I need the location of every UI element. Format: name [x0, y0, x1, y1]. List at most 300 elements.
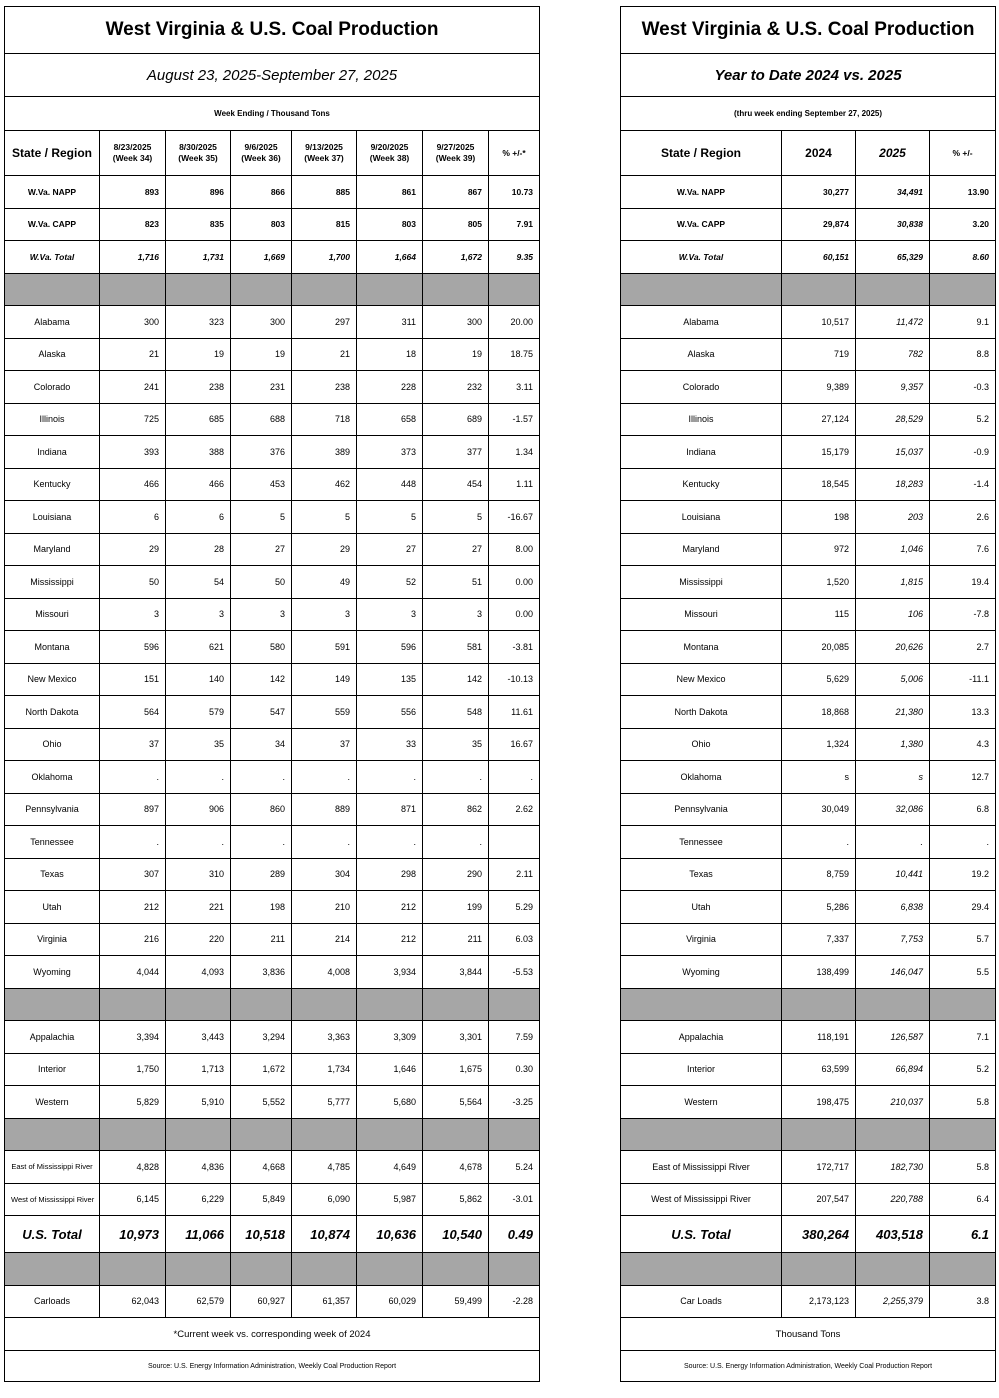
separator-cell — [231, 1118, 292, 1151]
region-name: New Mexico — [621, 663, 782, 696]
pct-change: 0.49 — [489, 1216, 540, 1253]
table-row — [621, 1021, 996, 1054]
weekly-value: 232 — [423, 371, 489, 404]
value-2024: 60,151 — [782, 241, 856, 274]
weekly-value: 5,680 — [357, 1086, 423, 1119]
separator-cell — [166, 1253, 231, 1286]
weekly-value: 37 — [100, 728, 166, 761]
unit-note: (thru week ending September 27, 2025) — [621, 97, 996, 131]
weekly-value: . — [231, 826, 292, 859]
weekly-value: 62,043 — [100, 1285, 166, 1318]
weekly-value: . — [166, 826, 231, 859]
week-date: 8/30/2025 — [179, 142, 217, 152]
region-name: Illinois — [5, 403, 100, 436]
pct-change: -7.8 — [930, 598, 996, 631]
weekly-value: 19 — [423, 338, 489, 371]
region-name: Colorado — [621, 371, 782, 404]
table-row — [5, 858, 540, 891]
table-row — [621, 598, 996, 631]
region-name: Alabama — [621, 306, 782, 339]
weekly-value: 5,910 — [166, 1086, 231, 1119]
pct-change: 7.59 — [489, 1021, 540, 1054]
value-2024: 1,520 — [782, 566, 856, 599]
weekly-value: . — [423, 826, 489, 859]
table-row — [621, 923, 996, 956]
pct-change: 0.00 — [489, 566, 540, 599]
pct-change: -1.4 — [930, 468, 996, 501]
value-2024: 172,717 — [782, 1151, 856, 1184]
table-row — [5, 566, 540, 599]
region-name: Tennessee — [621, 826, 782, 859]
value-2024: 2,173,123 — [782, 1285, 856, 1318]
weekly-value: 198 — [231, 891, 292, 924]
separator-row — [621, 273, 996, 306]
separator-cell — [621, 1253, 782, 1286]
weekly-value: 5,777 — [292, 1086, 357, 1119]
weekly-value: 3,301 — [423, 1021, 489, 1054]
separator-cell — [930, 1253, 996, 1286]
separator-cell — [423, 1253, 489, 1286]
weekly-value: 34 — [231, 728, 292, 761]
table-row — [621, 306, 996, 339]
column-header-region: State / Region — [621, 131, 782, 176]
weekly-value: 238 — [166, 371, 231, 404]
separator-cell — [489, 988, 540, 1021]
week-date: 9/6/2025 — [244, 142, 278, 152]
pct-change: -0.3 — [930, 371, 996, 404]
weekly-value: 1,713 — [166, 1053, 231, 1086]
weekly-value: 861 — [357, 176, 423, 209]
region-name: Texas — [621, 858, 782, 891]
column-header-pct: % +/-* — [489, 131, 540, 176]
weekly-value: 4,093 — [166, 956, 231, 989]
weekly-value: 803 — [357, 208, 423, 241]
region-name: West of Mississippi River — [621, 1183, 782, 1216]
pct-change: -3.25 — [489, 1086, 540, 1119]
region-name: Louisiana — [621, 501, 782, 534]
footnote: *Current week vs. corresponding week of 2024 — [5, 1318, 540, 1351]
table-row — [621, 403, 996, 436]
separator-row — [5, 1253, 540, 1286]
weekly-value: 685 — [166, 403, 231, 436]
table-row — [5, 436, 540, 469]
table-row — [621, 1183, 996, 1216]
weekly-value: 310 — [166, 858, 231, 891]
table-row — [5, 663, 540, 696]
column-header-2025: 2025 — [856, 131, 930, 176]
region-name: Alabama — [5, 306, 100, 339]
weekly-value: 10,874 — [292, 1216, 357, 1253]
value-2025: 782 — [856, 338, 930, 371]
region-name: Colorado — [5, 371, 100, 404]
region-name: U.S. Total — [5, 1216, 100, 1253]
value-2025: s — [856, 761, 930, 794]
weekly-value: 210 — [292, 891, 357, 924]
weekly-value: 897 — [100, 793, 166, 826]
separator-row — [5, 1118, 540, 1151]
value-2025: 34,491 — [856, 176, 930, 209]
region-name: Wyoming — [5, 956, 100, 989]
table-row — [621, 631, 996, 664]
weekly-value: . — [357, 826, 423, 859]
pct-change: 2.6 — [930, 501, 996, 534]
separator-cell — [100, 273, 166, 306]
weekly-value: 5 — [231, 501, 292, 534]
separator-row — [621, 988, 996, 1021]
value-2025: 21,380 — [856, 696, 930, 729]
pct-change: 18.75 — [489, 338, 540, 371]
weekly-value: 3 — [231, 598, 292, 631]
week-number: (Week 35) — [178, 153, 218, 163]
footnote-row — [621, 1318, 996, 1351]
table-row — [621, 826, 996, 859]
pct-change: 1.11 — [489, 468, 540, 501]
weekly-value: 596 — [357, 631, 423, 664]
us-total-row — [5, 1216, 540, 1253]
value-2025: 182,730 — [856, 1151, 930, 1184]
weekly-value: . — [292, 826, 357, 859]
weekly-value: 10,540 — [423, 1216, 489, 1253]
value-2025: 65,329 — [856, 241, 930, 274]
weekly-value: 6,229 — [166, 1183, 231, 1216]
ytd-subtitle: Year to Date 2024 vs. 2025 — [621, 54, 996, 97]
pct-change: 0.00 — [489, 598, 540, 631]
region-name: W.Va. CAPP — [621, 208, 782, 241]
weekly-value: 1,675 — [423, 1053, 489, 1086]
weekly-value: 889 — [292, 793, 357, 826]
weekly-value: 1,646 — [357, 1053, 423, 1086]
weekly-value: 6,145 — [100, 1183, 166, 1216]
weekly-value: 1,716 — [100, 241, 166, 274]
week-date: 8/23/2025 — [113, 142, 152, 152]
weekly-value: 29 — [292, 533, 357, 566]
weekly-value: 212 — [100, 891, 166, 924]
region-name: Western — [621, 1086, 782, 1119]
weekly-value: 300 — [100, 306, 166, 339]
pct-change: 0.30 — [489, 1053, 540, 1086]
weekly-value: 4,836 — [166, 1151, 231, 1184]
weekly-value: 3,844 — [423, 956, 489, 989]
weekly-value: 6 — [166, 501, 231, 534]
weekly-value: 60,029 — [357, 1285, 423, 1318]
weekly-value: 393 — [100, 436, 166, 469]
table-row — [5, 826, 540, 859]
region-name: Indiana — [5, 436, 100, 469]
table-row — [5, 631, 540, 664]
weekly-value: 51 — [423, 566, 489, 599]
weekly-value: 3,934 — [357, 956, 423, 989]
column-header-week — [166, 131, 231, 176]
weekly-value: 27 — [357, 533, 423, 566]
region-name: W.Va. NAPP — [5, 176, 100, 209]
week-date: 9/27/2025 — [436, 142, 475, 152]
pct-change: 3.8 — [930, 1285, 996, 1318]
weekly-value: 579 — [166, 696, 231, 729]
weekly-value: 49 — [292, 566, 357, 599]
week-number: (Week 39) — [435, 153, 476, 163]
value-2025: 1,380 — [856, 728, 930, 761]
weekly-value: 1,731 — [166, 241, 231, 274]
source-note: Source: U.S. Energy Information Administration, Weekly Coal Production Report — [5, 1351, 540, 1382]
weekly-value: 815 — [292, 208, 357, 241]
source-note: Source: U.S. Energy Information Administration, Weekly Coal Production Report — [621, 1351, 996, 1382]
table-row — [621, 761, 996, 794]
pct-change: 2.62 — [489, 793, 540, 826]
column-header-2024: 2024 — [782, 131, 856, 176]
table-row — [5, 1151, 540, 1184]
value-2025: 5,006 — [856, 663, 930, 696]
source-row — [5, 1351, 540, 1382]
pct-change: -0.9 — [930, 436, 996, 469]
weekly-value: 725 — [100, 403, 166, 436]
value-2024: 29,874 — [782, 208, 856, 241]
region-name: Utah — [5, 891, 100, 924]
table-row — [5, 728, 540, 761]
weekly-value: . — [166, 761, 231, 794]
separator-cell — [357, 988, 423, 1021]
pct-change: 3.20 — [930, 208, 996, 241]
region-name: Interior — [5, 1053, 100, 1086]
pct-change: 10.73 — [489, 176, 540, 209]
separator-cell — [782, 273, 856, 306]
table-row — [5, 208, 540, 241]
pct-change: 7.1 — [930, 1021, 996, 1054]
separator-cell — [357, 1118, 423, 1151]
weekly-value: 33 — [357, 728, 423, 761]
region-name: Tennessee — [5, 826, 100, 859]
separator-cell — [930, 1118, 996, 1151]
table-row — [5, 338, 540, 371]
region-name: Wyoming — [621, 956, 782, 989]
value-2024: 30,049 — [782, 793, 856, 826]
separator-cell — [856, 273, 930, 306]
column-header-week — [423, 131, 489, 176]
weekly-value: 871 — [357, 793, 423, 826]
weekly-value: 835 — [166, 208, 231, 241]
pct-change: 16.67 — [489, 728, 540, 761]
table-row — [621, 1086, 996, 1119]
separator-cell — [100, 988, 166, 1021]
separator-cell — [489, 1118, 540, 1151]
separator-cell — [489, 1253, 540, 1286]
weekly-value: 221 — [166, 891, 231, 924]
separator-cell — [292, 273, 357, 306]
weekly-value: 300 — [231, 306, 292, 339]
weekly-value: 591 — [292, 631, 357, 664]
value-2025: 210,037 — [856, 1086, 930, 1119]
table-row — [5, 1021, 540, 1054]
weekly-value: 1,700 — [292, 241, 357, 274]
pct-change: 6.8 — [930, 793, 996, 826]
weekly-value: 5,829 — [100, 1086, 166, 1119]
pct-change: 19.2 — [930, 858, 996, 891]
table-row — [621, 371, 996, 404]
value-2025: 32,086 — [856, 793, 930, 826]
weekly-value: 376 — [231, 436, 292, 469]
region-name: Missouri — [5, 598, 100, 631]
pct-change: 7.6 — [930, 533, 996, 566]
weekly-value: 547 — [231, 696, 292, 729]
source-row — [621, 1351, 996, 1382]
table-title: West Virginia & U.S. Coal Production — [5, 7, 540, 54]
region-name: Missouri — [621, 598, 782, 631]
table-row — [5, 176, 540, 209]
weekly-value: 689 — [423, 403, 489, 436]
weekly-value: 304 — [292, 858, 357, 891]
value-2025: . — [856, 826, 930, 859]
weekly-value: 212 — [357, 891, 423, 924]
table-row — [5, 306, 540, 339]
pct-change: 7.91 — [489, 208, 540, 241]
week-number: (Week 34) — [112, 153, 153, 163]
table-row — [5, 761, 540, 794]
value-2024: 30,277 — [782, 176, 856, 209]
separator-cell — [231, 988, 292, 1021]
pct-change: 9.35 — [489, 241, 540, 274]
value-2025: 1,046 — [856, 533, 930, 566]
weekly-value: 388 — [166, 436, 231, 469]
value-2024: 380,264 — [782, 1216, 856, 1253]
weekly-value: 862 — [423, 793, 489, 826]
region-name: W.Va. CAPP — [5, 208, 100, 241]
table-row — [5, 501, 540, 534]
weekly-value: 21 — [100, 338, 166, 371]
weekly-value: 548 — [423, 696, 489, 729]
region-name: West of Mississippi River — [5, 1183, 100, 1216]
separator-cell — [621, 1118, 782, 1151]
weekly-value: 27 — [231, 533, 292, 566]
value-2025: 6,838 — [856, 891, 930, 924]
separator-row — [5, 988, 540, 1021]
weekly-value: 238 — [292, 371, 357, 404]
table-row — [5, 598, 540, 631]
region-name: U.S. Total — [621, 1216, 782, 1253]
us-total-row — [621, 1216, 996, 1253]
weekly-value: 52 — [357, 566, 423, 599]
weekly-value: 3,443 — [166, 1021, 231, 1054]
week-number: (Week 38) — [369, 153, 410, 163]
weekly-value: 149 — [292, 663, 357, 696]
separator-cell — [166, 273, 231, 306]
value-2024: 18,545 — [782, 468, 856, 501]
weekly-value: 300 — [423, 306, 489, 339]
weekly-value: 211 — [423, 923, 489, 956]
column-header-week — [231, 131, 292, 176]
table-row — [5, 403, 540, 436]
value-2024: 198 — [782, 501, 856, 534]
separator-cell — [423, 1118, 489, 1151]
table-row — [5, 956, 540, 989]
pct-change: -2.28 — [489, 1285, 540, 1318]
pct-change: 5.24 — [489, 1151, 540, 1184]
value-2024: 8,759 — [782, 858, 856, 891]
pct-change: . — [489, 761, 540, 794]
region-name: Maryland — [5, 533, 100, 566]
separator-cell — [5, 988, 100, 1021]
weekly-value: 311 — [357, 306, 423, 339]
weekly-value: 373 — [357, 436, 423, 469]
table-row — [5, 891, 540, 924]
weekly-value: 3 — [357, 598, 423, 631]
weekly-value: 10,518 — [231, 1216, 292, 1253]
weekly-value: 718 — [292, 403, 357, 436]
column-header-region: State / Region — [5, 131, 100, 176]
table-row — [5, 696, 540, 729]
value-2025: 66,894 — [856, 1053, 930, 1086]
region-name: Ohio — [5, 728, 100, 761]
weekly-value: 290 — [423, 858, 489, 891]
region-name: Montana — [5, 631, 100, 664]
separator-cell — [292, 1253, 357, 1286]
pct-change: -5.53 — [489, 956, 540, 989]
weekly-value: 3,294 — [231, 1021, 292, 1054]
weekly-value: 5,552 — [231, 1086, 292, 1119]
value-2025: 7,753 — [856, 923, 930, 956]
region-name: New Mexico — [5, 663, 100, 696]
weekly-value: 596 — [100, 631, 166, 664]
weekly-value: . — [423, 761, 489, 794]
weekly-value: 29 — [100, 533, 166, 566]
week-date: 9/20/2025 — [370, 142, 409, 152]
weekly-value: . — [292, 761, 357, 794]
region-name: Montana — [621, 631, 782, 664]
weekly-value: 462 — [292, 468, 357, 501]
weekly-value: 3,394 — [100, 1021, 166, 1054]
region-name: W.Va. NAPP — [621, 176, 782, 209]
table-row — [5, 241, 540, 274]
weekly-value: 559 — [292, 696, 357, 729]
separator-cell — [100, 1253, 166, 1286]
weekly-value: 62,579 — [166, 1285, 231, 1318]
value-2024: 118,191 — [782, 1021, 856, 1054]
weekly-value: 5,987 — [357, 1183, 423, 1216]
weekly-value: 1,734 — [292, 1053, 357, 1086]
weekly-value: 564 — [100, 696, 166, 729]
region-name: Alaska — [621, 338, 782, 371]
pct-change: 12.7 — [930, 761, 996, 794]
separator-cell — [100, 1118, 166, 1151]
value-2024: 5,286 — [782, 891, 856, 924]
value-2025: 403,518 — [856, 1216, 930, 1253]
table-row — [621, 566, 996, 599]
weekly-value: 6,090 — [292, 1183, 357, 1216]
weekly-value: 1,672 — [423, 241, 489, 274]
value-2025: 10,441 — [856, 858, 930, 891]
weekly-value: 297 — [292, 306, 357, 339]
pct-change: 5.2 — [930, 403, 996, 436]
weekly-value: 453 — [231, 468, 292, 501]
separator-cell — [621, 988, 782, 1021]
table-row — [5, 468, 540, 501]
pct-change: -10.13 — [489, 663, 540, 696]
table-row — [621, 176, 996, 209]
pct-change: 6.4 — [930, 1183, 996, 1216]
separator-cell — [231, 273, 292, 306]
separator-cell — [856, 1253, 930, 1286]
weekly-value: 27 — [423, 533, 489, 566]
separator-cell — [423, 988, 489, 1021]
value-2025: 146,047 — [856, 956, 930, 989]
table-row — [621, 1053, 996, 1086]
weekly-value: 60,927 — [231, 1285, 292, 1318]
weekly-value: 212 — [357, 923, 423, 956]
region-name: Texas — [5, 858, 100, 891]
value-2025: 11,472 — [856, 306, 930, 339]
region-name: Ohio — [621, 728, 782, 761]
value-2025: 20,626 — [856, 631, 930, 664]
region-name: Western — [5, 1086, 100, 1119]
weekly-value: 556 — [357, 696, 423, 729]
